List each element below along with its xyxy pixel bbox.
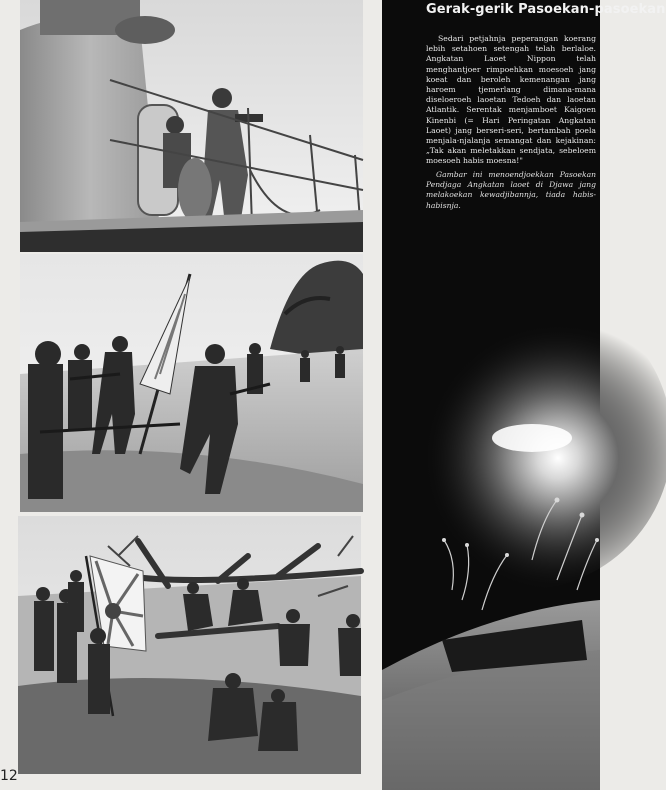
photo-flag-landing [18, 516, 361, 774]
photo-caption: Gambar ini menoendjoekkan Pasoekan Pendjaga Angkatan laoet di Djawa jang melakoekan kewadjibannja, tiada habis-habisnja. [426, 170, 596, 210]
article-headline: Gerak-gerik Pasoekan-pasoekan [426, 2, 666, 17]
article-body: Sedari petjahnja peperangan koerang lebih setahoen setengah telah berlaloe. Angkatan Laoet Nippon telah menghantjoer rimpoehkan moesoeh jang koeat dan beroleh kemenangan jang haroem tjemerlang dimana-mana diseloeroeh laoetan Tedoeh dan laoetan Atlantik. Serentak menjamboet Kaigoen Kinenbi (= Hari Peringatan Angkatan Laoet) jang berseri-seri, bertambah poela menjala-njalanja semangat dan kejakinan: „Tak akan meletakkan sendjata, sebeloem moesoeh habis moesna!" [426, 34, 596, 166]
photo-beach-charge [20, 254, 363, 512]
article-column [382, 0, 666, 790]
photo-ship-deck [20, 0, 363, 252]
page-number: 12 [0, 768, 18, 784]
